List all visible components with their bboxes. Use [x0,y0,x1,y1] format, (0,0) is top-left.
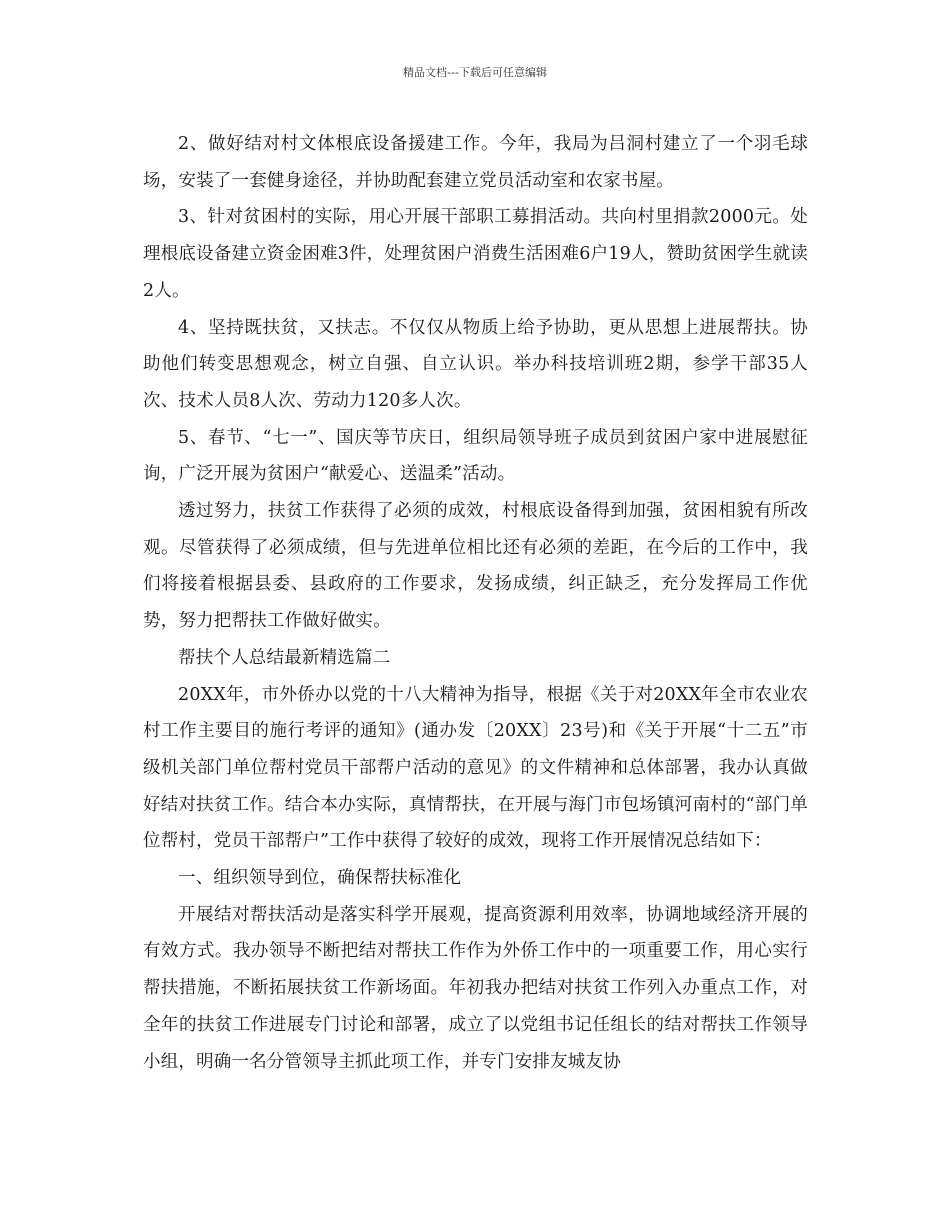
paragraph-item-3: 3、针对贫困村的实际，用心开展干部职工募捐活动。共向村里捐款2000元。处理根底设备建立资金困难3件，处理贫困户消费生活困难6户19人，赞助贫困学生就读2人。 [143,207,808,301]
section-heading-one: 一、组织领导到位，确保帮扶标准化 [178,868,462,889]
paragraph-section-one: 开展结对帮扶活动是落实科学开展观，提高资源利用效率，协调地域经济开展的有效方式。我办领导不断把结对帮扶工作作为外侨工作中的一项重要工作，用心实行帮扶措施，不断拓展扶贫工作新场面。年初我办把结对扶贫工作列入办重点工作，对全年的扶贫工作进展专门讨论和部署，成立了以党组书记任组长的结对帮扶工作领导小组，明确一名分管领导主抓此项工作，并专门安排友城友协 [143,904,808,1072]
document-body [143,126,808,1080]
page-header: 精品文档---下载后可任意编辑 [403,66,547,79]
section-title-part-two: 帮扶个人总结最新精选篇二 [178,647,391,668]
paragraph-item-2: 2、做好结对村文体根底设备援建工作。今年，我局为吕洞村建立了一个羽毛球场，安装了一套健身途径，并协助配套建立党员活动室和农家书屋。 [143,134,808,191]
paragraph-conclusion: 透过努力，扶贫工作获得了必须的成效，村根底设备得到加强，贫困相貌有所改观。尽管获得了必须成绩，但与先进单位相比还有必须的差距，在今后的工作中，我们将接着根据县委、县政府的工作要求，发扬成绩，纠正缺乏，充分发挥局工作优势，努力把帮扶工作做好做实。 [143,501,808,632]
paragraph-item-5: 5、春节、“七一”、国庆等节庆日，组织局领导班子成员到贫困户家中进展慰征询，广泛开展为贫困户“献爱心、送温柔”活动。 [143,427,808,485]
paragraph-intro: 20XX年，市外侨办以党的十八大精神为指导，根据《关于对20XX年全市农业农村工作主要目的施行考评的通知》(通办发〔20XX〕23号)和《关于开展“十二五”市级机关部门单位帮村党员干部帮户活动的意见》的文件精神和总体部署，我办认真做好结对扶贫工作。结合本办实际，真情帮扶，在开展与海门市包场镇河南村的“部门单位帮村，党员干部帮户”工作中获得了较好的成效，现将工作开展情况总结如下： [143,684,808,852]
paragraph-item-4: 4、坚持既扶贫，又扶志。不仅仅从物质上给予协助，更从思想上进展帮扶。协助他们转变思想观念，树立自强、自立认识。举办科技培训班2期，参学干部35人次、技术人员8人次、劳动力120多人次。 [143,317,808,411]
